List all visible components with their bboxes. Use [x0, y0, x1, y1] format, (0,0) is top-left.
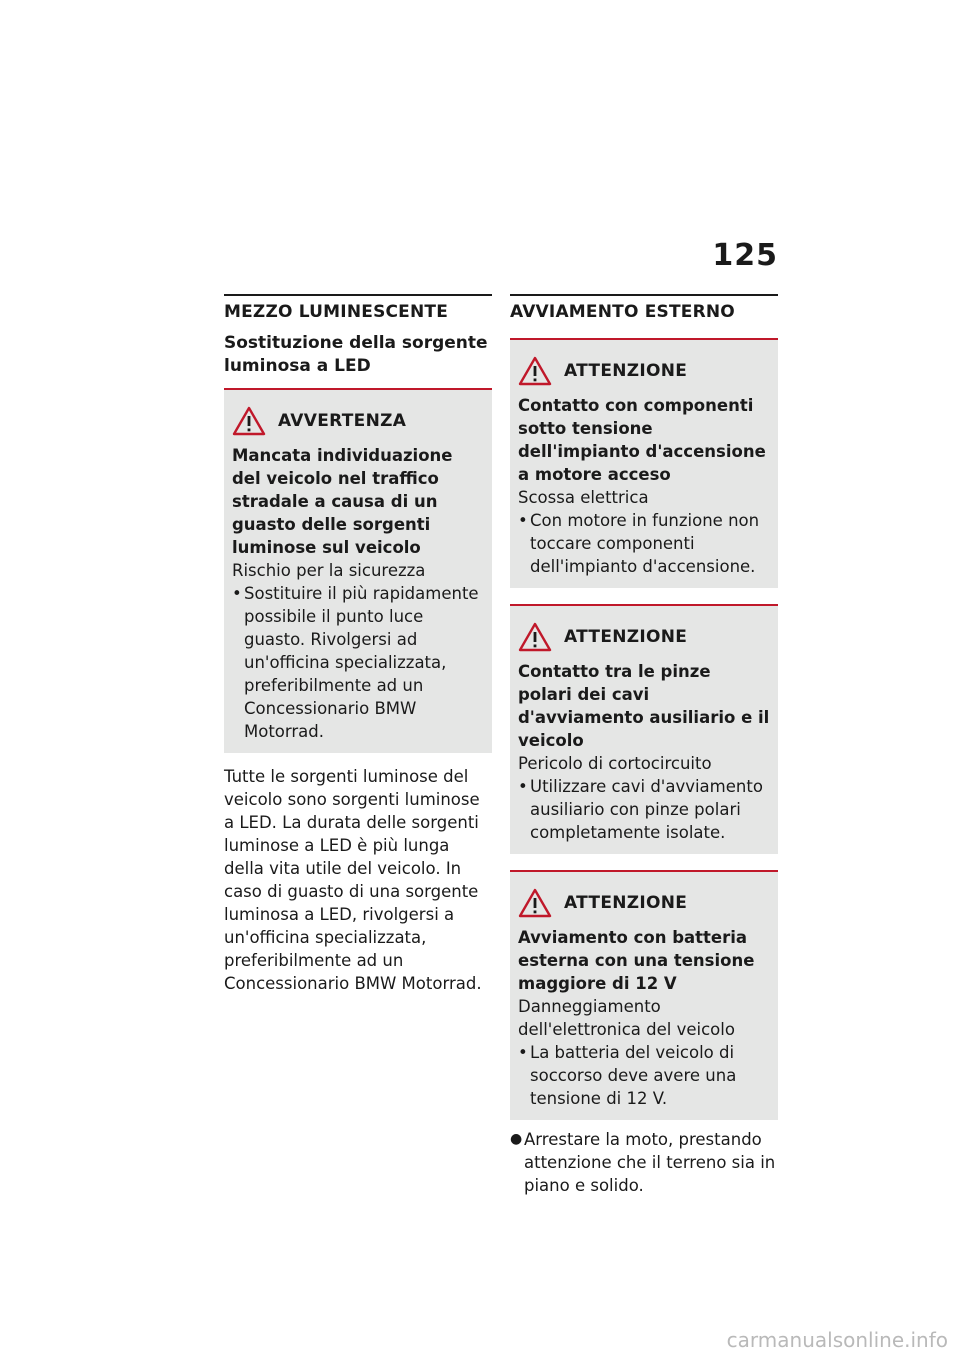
warning-triangle-icon: [518, 356, 552, 386]
warning-instruction: [518, 1041, 770, 1110]
warning-box-attenzione-1: [510, 338, 778, 588]
warning-triangle-icon: [518, 622, 552, 652]
section-title-mezzo-luminescente: MEZZO LUMINESCENTE: [224, 302, 449, 322]
warning-box-attenzione-2: [510, 604, 778, 854]
action-bullet-icon: ●: [510, 1131, 523, 1147]
warning-header: [232, 406, 484, 436]
warning-instruction-text: Utilizzare cavi d'avviamento ausiliario con pinze polari completamente isolate.: [530, 777, 763, 842]
warning-label: AVVERTENZA: [278, 410, 407, 431]
warning-risk: Scossa elettrica: [518, 488, 649, 507]
warning-header: [518, 356, 770, 386]
warning-box-attenzione-3: [510, 870, 778, 1120]
left-column: [224, 294, 492, 995]
spacer: [510, 588, 778, 604]
warning-cause: Avviamento con batteria esterna con una tensione maggiore di 12 V: [518, 928, 755, 993]
warning-triangle-icon: [518, 888, 552, 918]
warning-label: ATTENZIONE: [564, 892, 688, 913]
warning-cause: Mancata individuazione del veicolo nel traffico stradale a causa di un guasto delle sorgenti luminose sul veicolo: [232, 446, 453, 557]
warning-box-avvertenza: [224, 388, 492, 753]
right-column: [510, 294, 778, 1197]
action-step-text: Arrestare la moto, prestando attenzione che il terreno sia in piano e solido.: [524, 1130, 776, 1195]
bullet-icon: •: [518, 1043, 528, 1062]
warning-header: [518, 622, 770, 652]
warning-cause: Contatto con componenti sotto tensione dell'impianto d'accensione a motore acceso: [518, 396, 766, 484]
warning-label: ATTENZIONE: [564, 626, 688, 647]
watermark: carmanualsonline.info: [726, 1328, 948, 1352]
warning-cause: Contatto tra le pinze polari dei cavi d'avviamento ausiliario e il veicolo: [518, 662, 770, 750]
warning-risk: Rischio per la sicurezza: [232, 561, 426, 580]
warning-instruction: [518, 509, 770, 578]
warning-instruction-text: La batteria del veicolo di soccorso deve avere una tensione di 12 V.: [530, 1043, 737, 1108]
section-rule: [510, 294, 778, 296]
warning-instruction: [518, 775, 770, 844]
section-rule: [224, 294, 492, 296]
warning-label: ATTENZIONE: [564, 360, 688, 381]
body-paragraph: Tutte le sorgenti luminose del veicolo sono sorgenti luminose a LED. La durata delle sorgenti luminose a LED è più lunga della vita utile del veicolo. In caso di guasto di una sorgente luminosa a LED, rivolgersi a un'officina specializzata, preferibilmente ad un Concessionario BMW Motorrad.: [224, 767, 482, 993]
warning-instruction: [232, 582, 484, 743]
page-number: 125: [712, 238, 778, 273]
spacer: [510, 854, 778, 870]
bullet-icon: •: [518, 511, 528, 530]
warning-risk: Danneggiamento dell'elettronica del veicolo: [518, 997, 735, 1039]
bullet-icon: •: [518, 777, 528, 796]
subtitle-led: Sostituzione della sorgente luminosa a LED: [224, 333, 488, 376]
warning-instruction-text: Sostituire il più rapidamente possibile il punto luce guasto. Rivolgersi ad un'officina specializzata, preferibilmente ad un Concessionario BMW Motorrad.: [244, 584, 479, 741]
section-title-avviamento-esterno: AVVIAMENTO ESTERNO: [510, 302, 735, 322]
warning-instruction-text: Con motore in funzione non toccare componenti dell'impianto d'accensione.: [530, 511, 760, 576]
warning-risk: Pericolo di cortocircuito: [518, 754, 712, 773]
bullet-icon: •: [232, 584, 242, 603]
warning-triangle-icon: [232, 406, 266, 436]
action-step: [510, 1128, 778, 1197]
warning-header: [518, 888, 770, 918]
